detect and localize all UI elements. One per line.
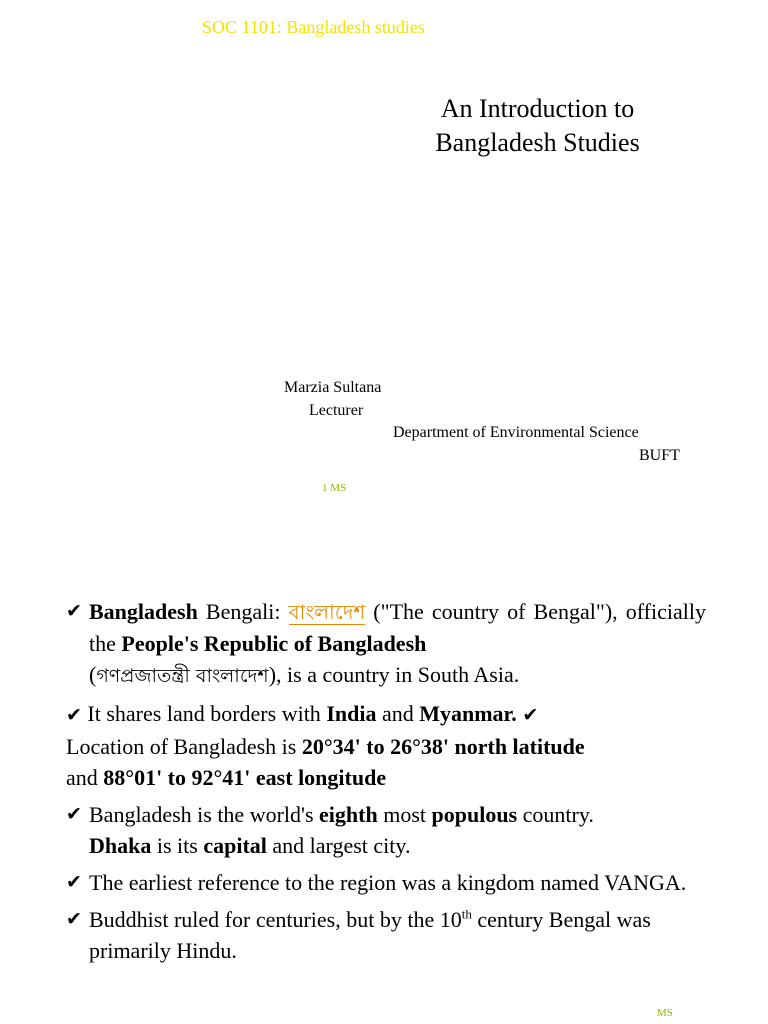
bullet-list (66, 596, 706, 966)
bullet-text: eighth (319, 802, 378, 827)
author-department: Department of Environmental Science (393, 424, 639, 441)
footer-initials: MS (657, 1007, 673, 1019)
check-icon: ✔ (66, 704, 82, 726)
bullet-text: country. (517, 802, 594, 827)
course-header: SOC 1101: Bangladesh studies (202, 17, 425, 37)
bullet-text: Buddhist ruled for centuries, but by the 10 (89, 907, 462, 932)
bullet-text: most (377, 802, 432, 827)
bullet-text: Bengali: (197, 599, 289, 624)
bullet-text: People's Republic of Bangladesh (121, 631, 427, 656)
bullet-text: capital (203, 833, 267, 858)
bengali-name-link[interactable]: বাংলাদেশ (288, 600, 366, 624)
bullet-text: The earliest reference to the region was a kingdom named VANGA. (89, 870, 687, 895)
slide-number: 1 MS (322, 482, 347, 494)
bullet-item (66, 698, 706, 793)
bullet-text: Myanmar. (419, 701, 517, 726)
check-icon: ✔ (66, 600, 82, 622)
bullet-text: ( (89, 662, 97, 687)
bullet-text: It shares land borders with (87, 701, 327, 726)
bullet-item (66, 596, 706, 692)
check-icon: ✔ (522, 704, 539, 726)
author-name: Marzia Sultana (284, 379, 382, 396)
title-line-2: Bangladesh Studies (435, 128, 640, 157)
bullet-item (66, 867, 706, 898)
bullet-text: 88°01' to 92°41' east longitude (103, 765, 387, 790)
bengali-official-name: গণপ্রজাতন্ত্রী বাংলাদেশ (96, 665, 269, 687)
check-icon: ✔ (66, 871, 82, 893)
bullet-text: Bangladesh (89, 599, 198, 624)
bullet-text: 20°34' to 26°38' north latitude (301, 734, 585, 759)
check-icon: ✔ (66, 803, 82, 825)
bullet-text: is its (151, 833, 204, 858)
bullet-text: India (326, 701, 377, 726)
bullet-text: populous (431, 802, 518, 827)
check-icon: ✔ (66, 908, 82, 930)
bullet-item (66, 904, 706, 966)
bullet-text: ), is a country in South Asia. (268, 662, 520, 687)
author-role: Lecturer (309, 402, 364, 419)
bullet-item (66, 799, 706, 861)
bullet-text: ("The country of Bengal"), officially the (89, 599, 706, 656)
bullet-text: and largest city. (266, 833, 411, 858)
slide-title (405, 92, 670, 160)
superscript: th (461, 906, 472, 922)
bullet-text: and (376, 701, 420, 726)
bullet-text: Location of Bangladesh is (66, 734, 302, 759)
author-institution: BUFT (639, 447, 680, 464)
bullet-text: Dhaka (89, 833, 152, 858)
bullet-text: century Bengal was primarily Hindu. (89, 907, 651, 963)
bullet-text: and (66, 765, 104, 790)
title-line-1: An Introduction to (440, 94, 635, 123)
bullet-text: Bangladesh is the world's (89, 802, 320, 827)
